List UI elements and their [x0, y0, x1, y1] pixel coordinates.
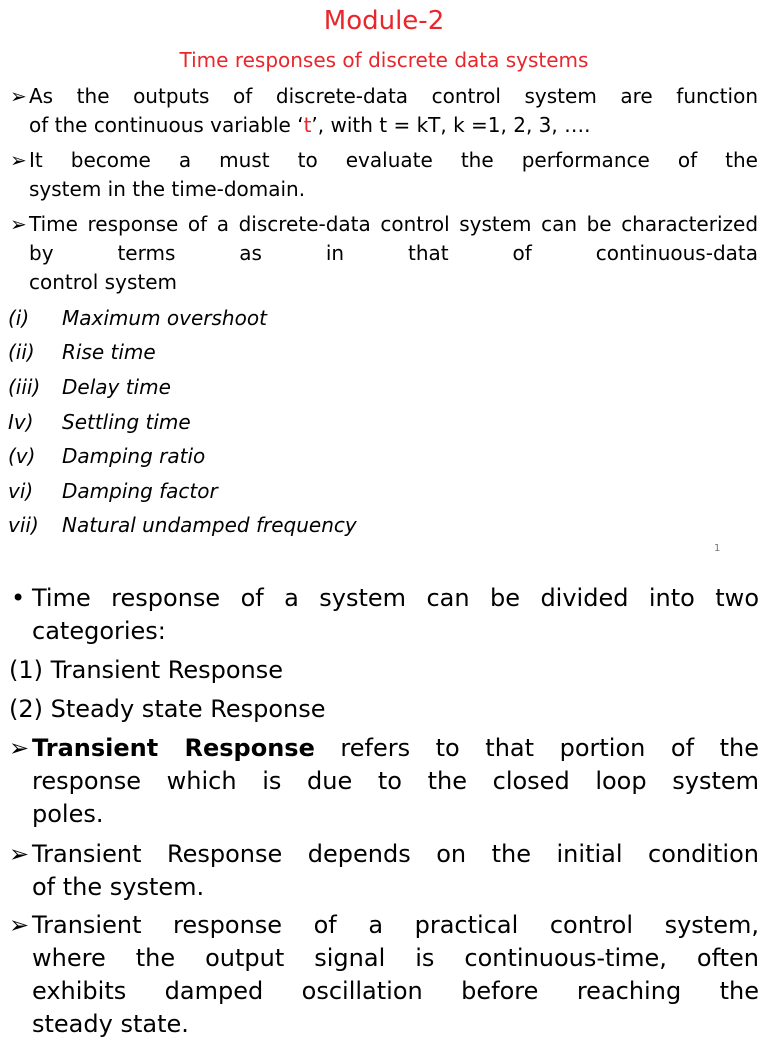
paragraph-time-response: [10, 210, 758, 297]
list-item: vi) Damping factor: [8, 479, 218, 503]
arrow-bullet-icon: ➢: [9, 840, 30, 868]
list-item: vii) Natural undamped frequency: [8, 513, 357, 537]
slide-2: [0, 568, 768, 1038]
paragraph-evaluate: [10, 146, 758, 204]
paragraph-line: It become a must to evaluate the performance of the: [29, 148, 758, 172]
paragraph-categories: [9, 582, 759, 648]
slide-title: Module-2: [323, 6, 445, 36]
paragraph-line: Time response of a discrete-data control system can be: [29, 212, 612, 236]
category-steady-state: (2) Steady state Response: [9, 695, 326, 723]
arrow-bullet-icon: ➢: [10, 148, 27, 172]
paragraph-line: Time response of a system can be divided into two: [32, 584, 759, 612]
paragraph-outputs: [10, 82, 758, 140]
paragraph-line: where the output signal is continuous-time, often: [32, 944, 759, 972]
variable-t: t: [303, 113, 312, 137]
paragraph-line: As the outputs of discrete-data control system are function: [29, 84, 758, 108]
paragraph-line: Transient response of a practical control system,: [32, 911, 759, 939]
paragraph-line: steady state.: [32, 1010, 189, 1038]
list-item: (i) Maximum overshoot: [8, 306, 267, 330]
list-item: (ii) Rise time: [8, 340, 156, 364]
arrow-bullet-icon: ➢: [9, 734, 30, 762]
list-item: (iii) Delay time: [8, 375, 171, 399]
paragraph-line: categories:: [32, 617, 166, 645]
paragraph-line: of the continuous variable ‘t’, with t = kT, k =1, 2, 3, ….: [29, 113, 591, 137]
paragraph-line: response which is due to the closed loop system: [32, 767, 759, 795]
arrow-bullet-icon: ➢: [10, 84, 27, 108]
page-number: 1: [714, 543, 721, 554]
category-transient: (1) Transient Response: [9, 656, 283, 684]
paragraph-initial-condition: [9, 838, 759, 904]
slide-subtitle: Time responses of discrete data systems: [179, 48, 589, 72]
arrow-bullet-icon: ➢: [10, 212, 27, 236]
paragraph-line: exhibits damped oscillation before reaching the: [32, 977, 759, 1005]
list-item: Iv) Settling time: [8, 410, 191, 434]
paragraph-line: characterized by terms as in that of continuous-data: [29, 212, 759, 265]
paragraph-line: Transient Response refers to that portion of the: [32, 734, 759, 762]
paragraph-line: of the system.: [32, 873, 205, 901]
term-transient-response: Transient Response: [32, 734, 315, 762]
bullet-icon: •: [11, 584, 26, 612]
list-item: (v) Damping ratio: [8, 444, 206, 468]
paragraph-line: control system: [29, 270, 177, 294]
paragraph-transient-definition: [9, 732, 759, 831]
paragraph-line: Transient Response depends on the initial condition: [32, 840, 759, 868]
paragraph-line: system in the time-domain.: [29, 177, 306, 201]
paragraph-damped-oscillation: [9, 909, 759, 1041]
arrow-bullet-icon: ➢: [9, 911, 30, 939]
paragraph-line: poles.: [32, 800, 104, 828]
